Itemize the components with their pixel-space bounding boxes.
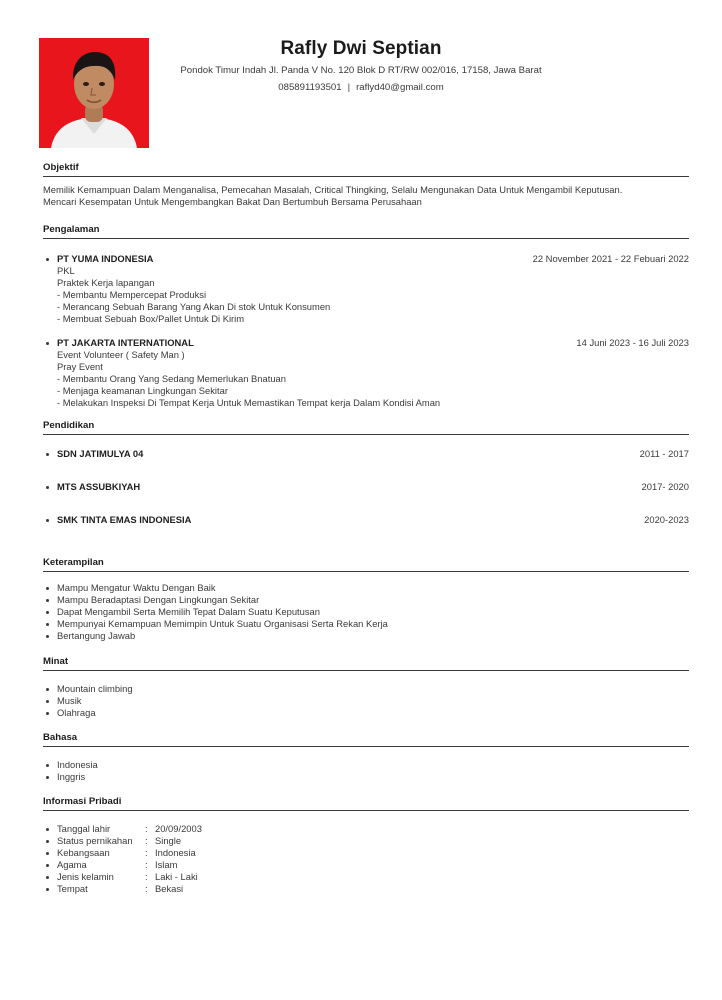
objective-line: Mencari Kesempatan Untuk Mengembangkan Bakat Dan Bertumbuh Bersama Perusahaan [43, 196, 422, 207]
email-address: raflyd40@gmail.com [356, 82, 444, 93]
experience-line: - Merancang Sebuah Barang Yang Akan Di stok Untuk Konsumen [57, 301, 331, 312]
profile-photo [39, 38, 149, 148]
education-years: 2017- 2020 [641, 481, 689, 492]
languages-list [43, 759, 689, 783]
section-pendidikan [43, 420, 689, 526]
info-row [43, 835, 689, 847]
school-name: MTS ASSUBKIYAH [57, 481, 141, 492]
bullet-icon [46, 486, 49, 489]
list-item: Mampu Beradaptasi Dengan Lingkungan Sekitar [43, 594, 689, 606]
info-colon: : [145, 835, 148, 846]
education-entry [43, 514, 689, 526]
experience-line: - Membuat Sebuah Box/Pallet Untuk Di Kirim [57, 313, 245, 324]
experience-line: - Membantu Orang Yang Sedang Memerlukan Bnatuan [57, 373, 286, 384]
list-item: Dapat Mengambil Serta Memilih Tepat Dalam Suatu Keputusan [43, 606, 689, 618]
section-minat [43, 656, 689, 719]
info-value: Indonesia [155, 847, 196, 858]
list-item: Mountain climbing [43, 683, 689, 695]
info-value: Single [155, 835, 182, 846]
list-item: Olahraga [43, 707, 689, 719]
objective-line: Memilik Kemampuan Dalam Menganalisa, Pemecahan Masalah, Critical Thingking, Selalu Mengunakan Data Untuk Mengambil Keputusan. [43, 184, 623, 195]
info-value: Islam [155, 859, 178, 870]
company-name: PT JAKARTA INTERNATIONAL [57, 337, 194, 348]
list-item: Inggris [43, 771, 689, 783]
list-item: Mampu Mengatur Waktu Dengan Baik [43, 582, 689, 594]
experience-date: 22 November 2021 - 22 Febuari 2022 [532, 253, 689, 264]
company-name: PT YUMA INDONESIA [57, 253, 154, 264]
section-informasi-pribadi [43, 796, 689, 895]
experience-line: - Melakukan Inspeksi Di Tempat Kerja Untuk Memastikan Tempat kerja Dalam Kondisi Aman [57, 397, 441, 408]
skills-list [43, 582, 689, 642]
experience-line: PKL [57, 265, 75, 276]
info-row [43, 883, 689, 895]
address-line: Pondok Timur Indah Jl. Panda V No. 120 Blok D RT/RW 002/016, 17158, Jawa Barat [180, 65, 542, 76]
objective-text [43, 184, 689, 208]
school-name: SMK TINTA EMAS INDONESIA [57, 514, 192, 525]
info-colon: : [145, 883, 148, 894]
experience-entry [43, 337, 689, 409]
section-pengalaman [43, 224, 689, 409]
info-row [43, 871, 689, 883]
info-key: Tanggal lahir [57, 823, 111, 834]
section-title: Minat [43, 656, 689, 671]
info-colon: : [145, 847, 148, 858]
section-keterampilan [43, 557, 689, 642]
interests-list [43, 683, 689, 719]
candidate-name: Rafly Dwi Septian [280, 38, 442, 59]
info-key: Jenis kelamin [57, 871, 114, 882]
info-key: Status pernikahan [57, 835, 133, 846]
phone-number: 085891193501 [278, 82, 342, 93]
section-title: Bahasa [43, 732, 689, 747]
info-key: Kebangsaan [57, 847, 110, 858]
experience-line: - Membantu Mempercepat Produksi [57, 289, 207, 300]
bullet-icon [46, 453, 49, 456]
section-title: Pendidikan [43, 420, 689, 435]
info-value: Laki - Laki [155, 871, 198, 882]
section-title: Pengalaman [43, 224, 689, 239]
info-value: Bekasi [155, 883, 184, 894]
section-title: Objektif [43, 162, 689, 177]
info-colon: : [145, 859, 148, 870]
section-bahasa [43, 732, 689, 783]
list-item: Mempunyai Kemampuan Memimpin Untuk Suatu Organisasi Serta Rekan Kerja [43, 618, 689, 630]
experience-line: Praktek Kerja lapangan [57, 277, 155, 288]
info-row [43, 859, 689, 871]
list-item: Musik [43, 695, 689, 707]
contact-line [150, 82, 572, 93]
personal-info-list [43, 823, 689, 895]
info-colon: : [145, 871, 148, 882]
info-key: Agama [57, 859, 87, 870]
education-years: 2020-2023 [644, 514, 689, 525]
experience-line: - Menjaga keamanan Lingkungan Sekitar [57, 385, 228, 396]
experience-entry [43, 253, 689, 325]
section-title: Informasi Pribadi [43, 796, 689, 811]
experience-line: Pray Event [57, 361, 103, 372]
info-key: Tempat [57, 883, 88, 894]
person-portrait-icon [39, 38, 149, 148]
experience-date: 14 Juni 2023 - 16 Juli 2023 [576, 337, 689, 348]
bullet-icon [46, 342, 49, 345]
contact-separator: | [347, 82, 351, 93]
education-years: 2011 - 2017 [639, 448, 689, 459]
info-row [43, 847, 689, 859]
section-objektif [43, 162, 689, 208]
education-entry [43, 448, 689, 460]
education-entry [43, 481, 689, 493]
experience-line: Event Volunteer ( Safety Man ) [57, 349, 185, 360]
list-item: Bertangung Jawab [43, 630, 689, 642]
info-value: 20/09/2003 [155, 823, 202, 834]
info-colon: : [145, 823, 148, 834]
bullet-icon [46, 258, 49, 261]
school-name: SDN JATIMULYA 04 [57, 448, 144, 459]
bullet-icon [46, 519, 49, 522]
section-title: Keterampilan [43, 557, 689, 572]
list-item: Indonesia [43, 759, 689, 771]
info-row [43, 823, 689, 835]
